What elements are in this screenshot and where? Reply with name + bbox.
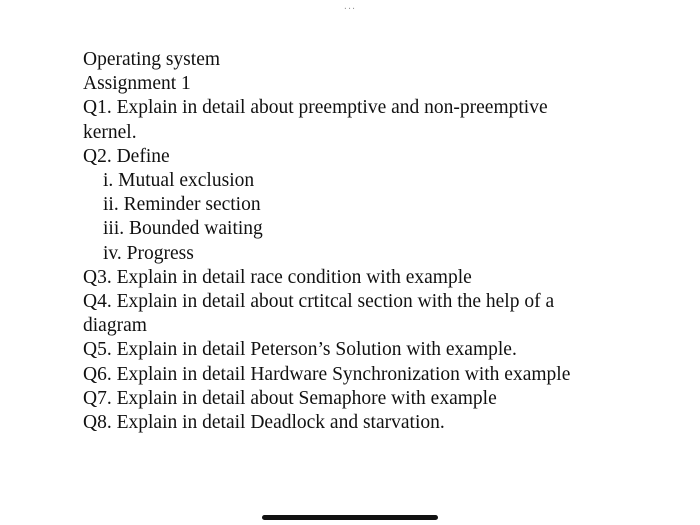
document-assignment-title: Assignment 1 <box>83 73 191 95</box>
question-2-item: i. Mutual exclusion <box>103 170 255 192</box>
question-3: Q3. Explain in detail race condition with example <box>83 266 472 288</box>
question-7: Q7. Explain in detail about Semaphore with example <box>83 387 497 409</box>
question-2: Q2. Define <box>83 145 170 167</box>
question-5: Q5. Explain in detail Peterson’s Solution with example. <box>83 339 517 361</box>
question-8: Q8. Explain in detail Deadlock and starvation. <box>83 412 445 434</box>
question-2-item: iv. Progress <box>103 242 194 264</box>
document-subject: Operating system <box>83 49 221 70</box>
question-2-item: ii. Reminder section <box>103 194 261 216</box>
home-indicator-bar[interactable] <box>262 515 438 520</box>
document-body <box>83 48 683 435</box>
question-6: Q6. Explain in detail Hardware Synchronization with example <box>83 363 571 385</box>
question-2-item: iii. Bounded waiting <box>103 218 263 240</box>
question-1: Q1. Explain in detail about preemptive and non-preemptive kernel. <box>83 97 548 143</box>
more-options-icon[interactable]: ... <box>343 0 357 12</box>
question-4: Q4. Explain in detail about crtitcal section with the help of a diagram <box>83 291 555 337</box>
